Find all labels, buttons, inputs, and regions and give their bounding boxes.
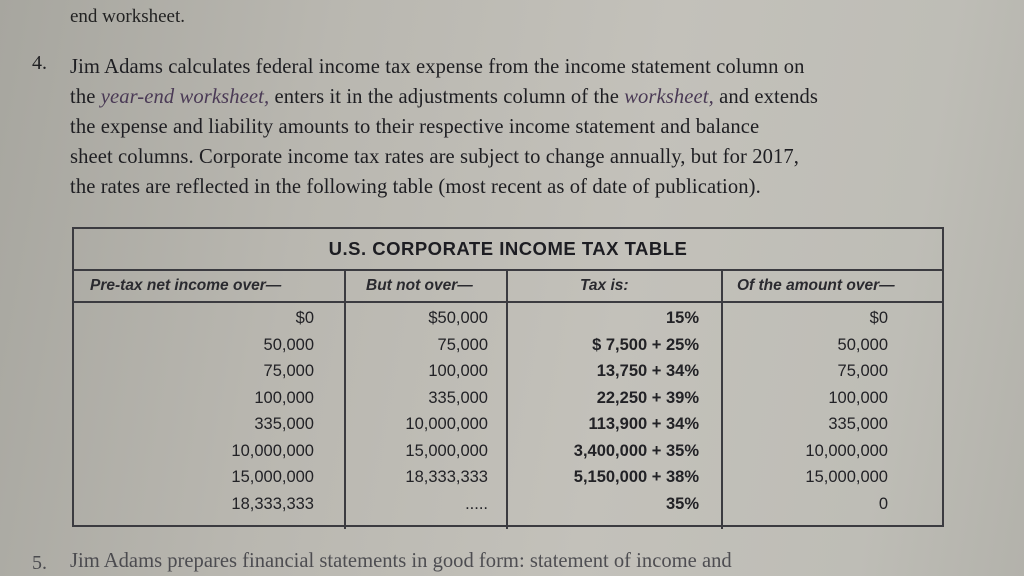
next-item-text: Jim Adams prepares financial statements in good form: statement of income and xyxy=(70,550,732,572)
table-cell: 335,000 xyxy=(428,388,488,407)
paragraph-line: the year-end worksheet, enters it in the adjustments column of the worksheet, and extends xyxy=(70,86,818,108)
table-cell: 18,333,333 xyxy=(405,468,488,486)
item-number: 4. xyxy=(32,52,47,74)
table-cell: 15,000,000 xyxy=(231,468,314,486)
table-cell: 15,000,000 xyxy=(405,441,488,460)
next-item-number: 5. xyxy=(32,552,47,574)
table-cell: 15% xyxy=(665,309,699,327)
table-cell: $0 xyxy=(295,309,314,327)
item-paragraph xyxy=(70,52,950,202)
table-cell: 10,000,000 xyxy=(405,415,488,433)
table-cell: 3,400,000 + 35% xyxy=(573,441,699,460)
table-cell: 113,900 + 34% xyxy=(588,415,699,433)
table-cell: 10,000,000 xyxy=(231,441,314,460)
table-cell: 100,000 xyxy=(828,388,888,407)
column-header: Tax is: xyxy=(508,271,723,301)
column-header: But not over— xyxy=(346,271,508,301)
table-cell: 75,000 xyxy=(837,362,888,380)
income-over-column xyxy=(74,303,346,529)
table-cell: 35% xyxy=(665,494,699,513)
table-cell: 100,000 xyxy=(428,362,488,380)
table-cell: 75,000 xyxy=(263,362,314,380)
table-cell: 13,750 + 34% xyxy=(596,362,699,380)
table-cell: 100,000 xyxy=(254,388,314,407)
paragraph-line: the expense and liability amounts to their respective income statement and balance xyxy=(70,116,760,138)
table-cell: 18,333,333 xyxy=(231,494,314,513)
column-header: Of the amount over— xyxy=(737,277,895,294)
tax-is-column xyxy=(508,303,723,529)
table-cell: 50,000 xyxy=(263,335,314,354)
italic-term: year-end worksheet, xyxy=(100,86,270,108)
table-cell: 0 xyxy=(878,494,888,513)
table-cell: 5,150,000 + 38% xyxy=(573,468,699,486)
paragraph-line: sheet columns. Corporate income tax rates are subject to change annually, but for 2017, xyxy=(70,146,800,168)
previous-item-text: end worksheet. xyxy=(70,6,186,27)
table-title: U.S. CORPORATE INCOME TAX TABLE xyxy=(74,229,942,271)
amount-over-column xyxy=(723,303,942,529)
not-over-column xyxy=(346,303,508,529)
table-cell: $0 xyxy=(869,309,888,327)
table-cell: 10,000,000 xyxy=(805,441,888,460)
paragraph-line: the rates are reflected in the following table (most recent as of date of publication). xyxy=(70,176,761,198)
column-header: Pre-tax net income over— xyxy=(74,271,346,301)
paragraph-line: Jim Adams calculates federal income tax expense from the income statement column on xyxy=(70,56,805,78)
table-cell: $ 7,500 + 25% xyxy=(592,335,699,354)
table-cell: ..... xyxy=(465,494,488,513)
table-cell: 75,000 xyxy=(437,335,488,354)
table-body xyxy=(74,303,942,529)
table-cell: 22,250 + 39% xyxy=(596,388,699,407)
italic-term: worksheet, xyxy=(624,86,714,108)
table-cell: $50,000 xyxy=(428,309,488,327)
tax-table xyxy=(72,227,944,527)
table-cell: 335,000 xyxy=(254,415,314,433)
table-cell: 15,000,000 xyxy=(805,468,888,486)
table-cell: 50,000 xyxy=(837,335,888,354)
table-cell: 335,000 xyxy=(828,415,888,433)
table-header-row xyxy=(74,271,942,303)
